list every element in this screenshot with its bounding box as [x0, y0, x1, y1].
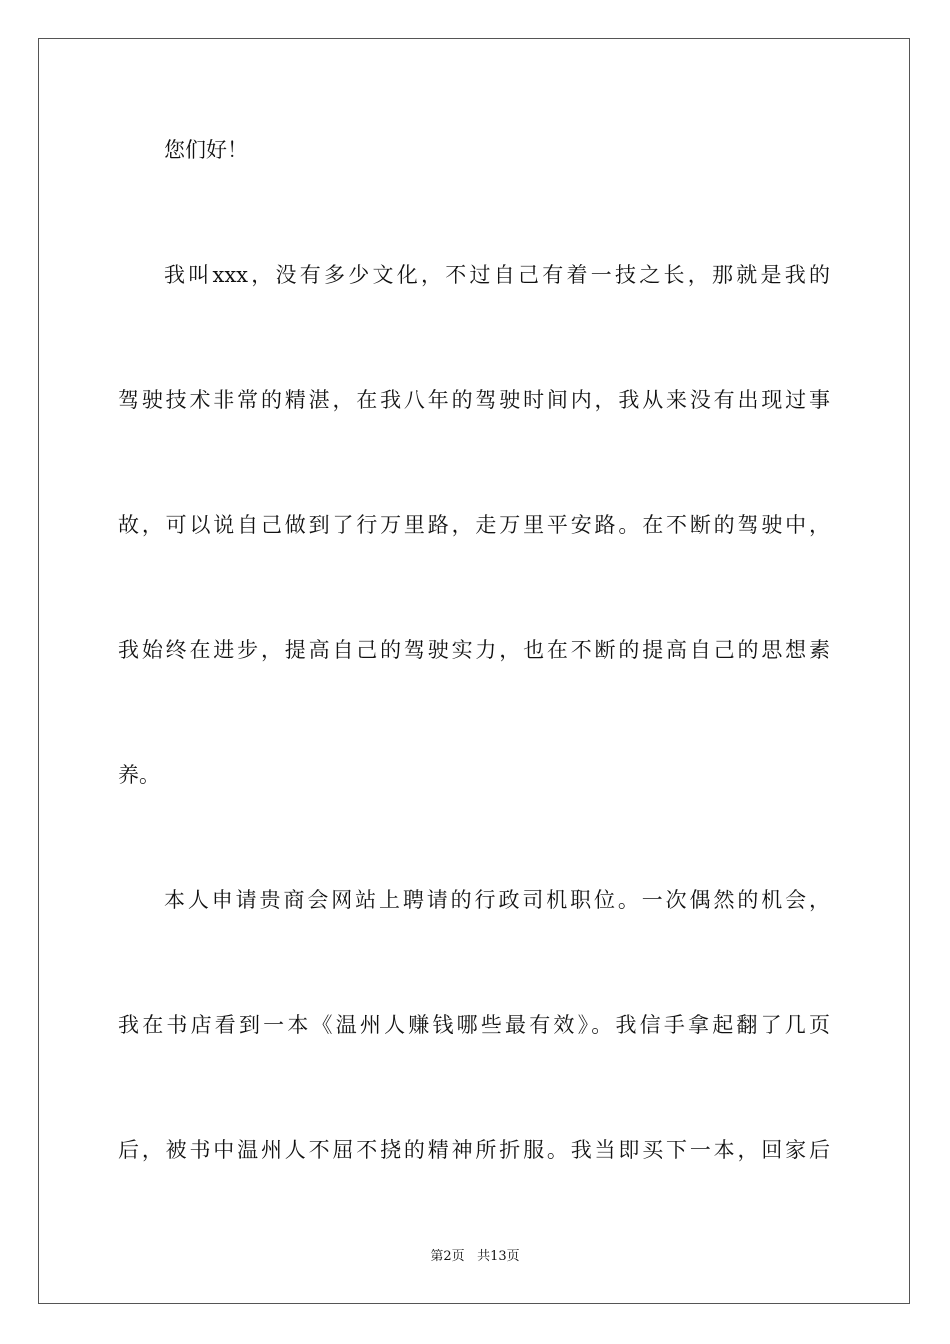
page-footer — [0, 1248, 950, 1266]
greeting-line: 您们好！ — [164, 138, 248, 162]
body-line-5: 养。 — [118, 763, 160, 787]
body-line-1: 我叫xxx，没有多少文化，不过自己有着一技之长，那就是我的 — [164, 263, 830, 287]
body-line-6: 本人申请贵商会网站上聘请的行政司机职位。一次偶然的机会， — [164, 888, 830, 912]
page-border — [38, 38, 910, 1304]
page-total: 共13页 — [477, 1249, 520, 1264]
body-line-2: 驾驶技术非常的精湛，在我八年的驾驶时间内，我从来没有出现过事 — [118, 388, 830, 412]
body-line-7: 我在书店看到一本《温州人赚钱哪些最有效》。我信手拿起翻了几页 — [118, 1013, 830, 1037]
body-line-8: 后，被书中温州人不屈不挠的精神所折服。我当即买下一本，回家后 — [118, 1138, 830, 1162]
body-line-4: 我始终在进步，提高自己的驾驶实力，也在不断的提高自己的思想素 — [118, 638, 830, 662]
page-number: 第2页 — [430, 1249, 465, 1264]
body-line-3: 故，可以说自己做到了行万里路，走万里平安路。在不断的驾驶中， — [118, 513, 830, 537]
